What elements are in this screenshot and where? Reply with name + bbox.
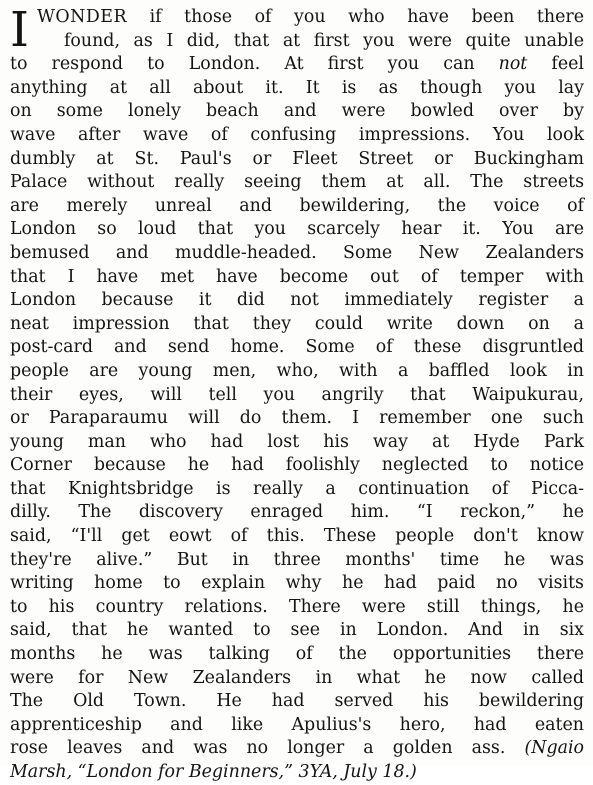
article-line: [10, 171, 584, 195]
article-line: [10, 242, 584, 266]
line-text: said, that he wanted to see in London. And in six: [10, 620, 584, 641]
line-text: on some lonely beach and were bowled over by: [10, 101, 584, 122]
line-text: anything at all about it. It is as though you lay: [10, 77, 584, 98]
article-line: [10, 336, 584, 360]
line-text: young man who had lost his way at Hyde Park: [10, 431, 584, 452]
article-line: [10, 454, 584, 478]
line-text: bemused and muddle-headed. Some New Zealanders: [10, 242, 584, 263]
article-line: [10, 478, 584, 502]
article-line: [10, 360, 584, 384]
line-text-after: feel: [527, 54, 584, 75]
article-line: [10, 384, 584, 408]
article-line: [10, 714, 584, 738]
line-text: said, “I'll get eowt of this. These people don't know: [10, 526, 584, 547]
line-text: London so loud that you scarcely hear it. You are: [10, 219, 584, 240]
article-line: [10, 549, 584, 573]
line-text: apprenticeship and like Apulius's hero, had eaten: [10, 714, 584, 735]
line-text: post-card and send home. Some of these disgruntled: [10, 337, 584, 358]
line-text: rose leaves and was no longer a golden ass.: [10, 738, 525, 759]
line-emphasis: not: [498, 54, 528, 75]
article-line: [10, 407, 584, 431]
article-line: [10, 100, 584, 124]
line-text: their eyes, will tell you angrily that Waipukurau,: [10, 384, 584, 405]
article-line: [10, 667, 584, 691]
line-text: to respond to London. At first you can: [10, 54, 499, 75]
line-text: London because it did not immediately register a: [10, 290, 584, 311]
line-text: or Paraparaumu will do them. I remember one such: [10, 408, 584, 429]
line-text: were for New Zealanders in what he now called: [10, 667, 584, 688]
article-line: [10, 313, 584, 337]
line-text: Palace without really seeing them at all. The streets: [10, 172, 584, 193]
opening-word: WONDER: [36, 7, 128, 27]
article-line: [10, 148, 584, 172]
article-line: [10, 737, 584, 761]
drop-cap: I: [10, 2, 29, 58]
line-emphasis: (Ngaio: [524, 738, 584, 759]
attribution: Marsh, “London for Beginners,” 3YA, July 18.): [10, 762, 417, 782]
article-line: [10, 77, 584, 101]
article-line: [10, 619, 584, 643]
article-line: [10, 525, 584, 549]
line-text: to his country relations. There were still things, he: [10, 596, 584, 617]
article-line: [10, 218, 584, 242]
line-text: found, as I did, that at first you were quite unable: [64, 30, 584, 51]
line-text: months he was talking of the opportunities there: [10, 644, 584, 665]
line-text: are merely unreal and bewildering, the voice of: [10, 195, 584, 216]
article-line: [10, 53, 584, 77]
article-line: [10, 572, 584, 596]
line-text: that I have met have become out of temper with: [10, 266, 584, 287]
line-text: Corner because he had foolishly neglected to notice: [10, 455, 584, 476]
line-text: people are young men, who, with a baffled look in: [10, 360, 584, 381]
line-text: neat impression that they could write down on a: [10, 313, 584, 334]
line-text: The Old Town. He had served his bewildering: [10, 691, 584, 712]
line-text: wave after wave of confusing impressions. You look: [10, 124, 584, 145]
line-text: that Knightsbridge is really a continuation of Picca-: [10, 478, 584, 499]
article-line: [10, 195, 584, 219]
article-line: [10, 596, 584, 620]
article-line: [10, 124, 584, 148]
line-text: writing home to explain why he had paid no visits: [10, 573, 584, 594]
article-line: [10, 690, 584, 714]
article-line: [10, 30, 584, 54]
article-line: [10, 266, 584, 290]
line-text: they're alive.” But in three months' time he was: [10, 549, 584, 570]
article-column: [10, 2, 584, 785]
article-line: [10, 6, 584, 30]
line-text: if those of you who have been there: [127, 7, 584, 27]
article-line: [10, 501, 584, 525]
article-line: [10, 643, 584, 667]
line-text: dumbly at St. Paul's or Fleet Street or Buckingham: [10, 148, 584, 169]
article-line: [10, 431, 584, 455]
line-text: dilly. The discovery enraged him. “I reckon,” he: [10, 502, 584, 523]
article-line: [10, 289, 584, 313]
